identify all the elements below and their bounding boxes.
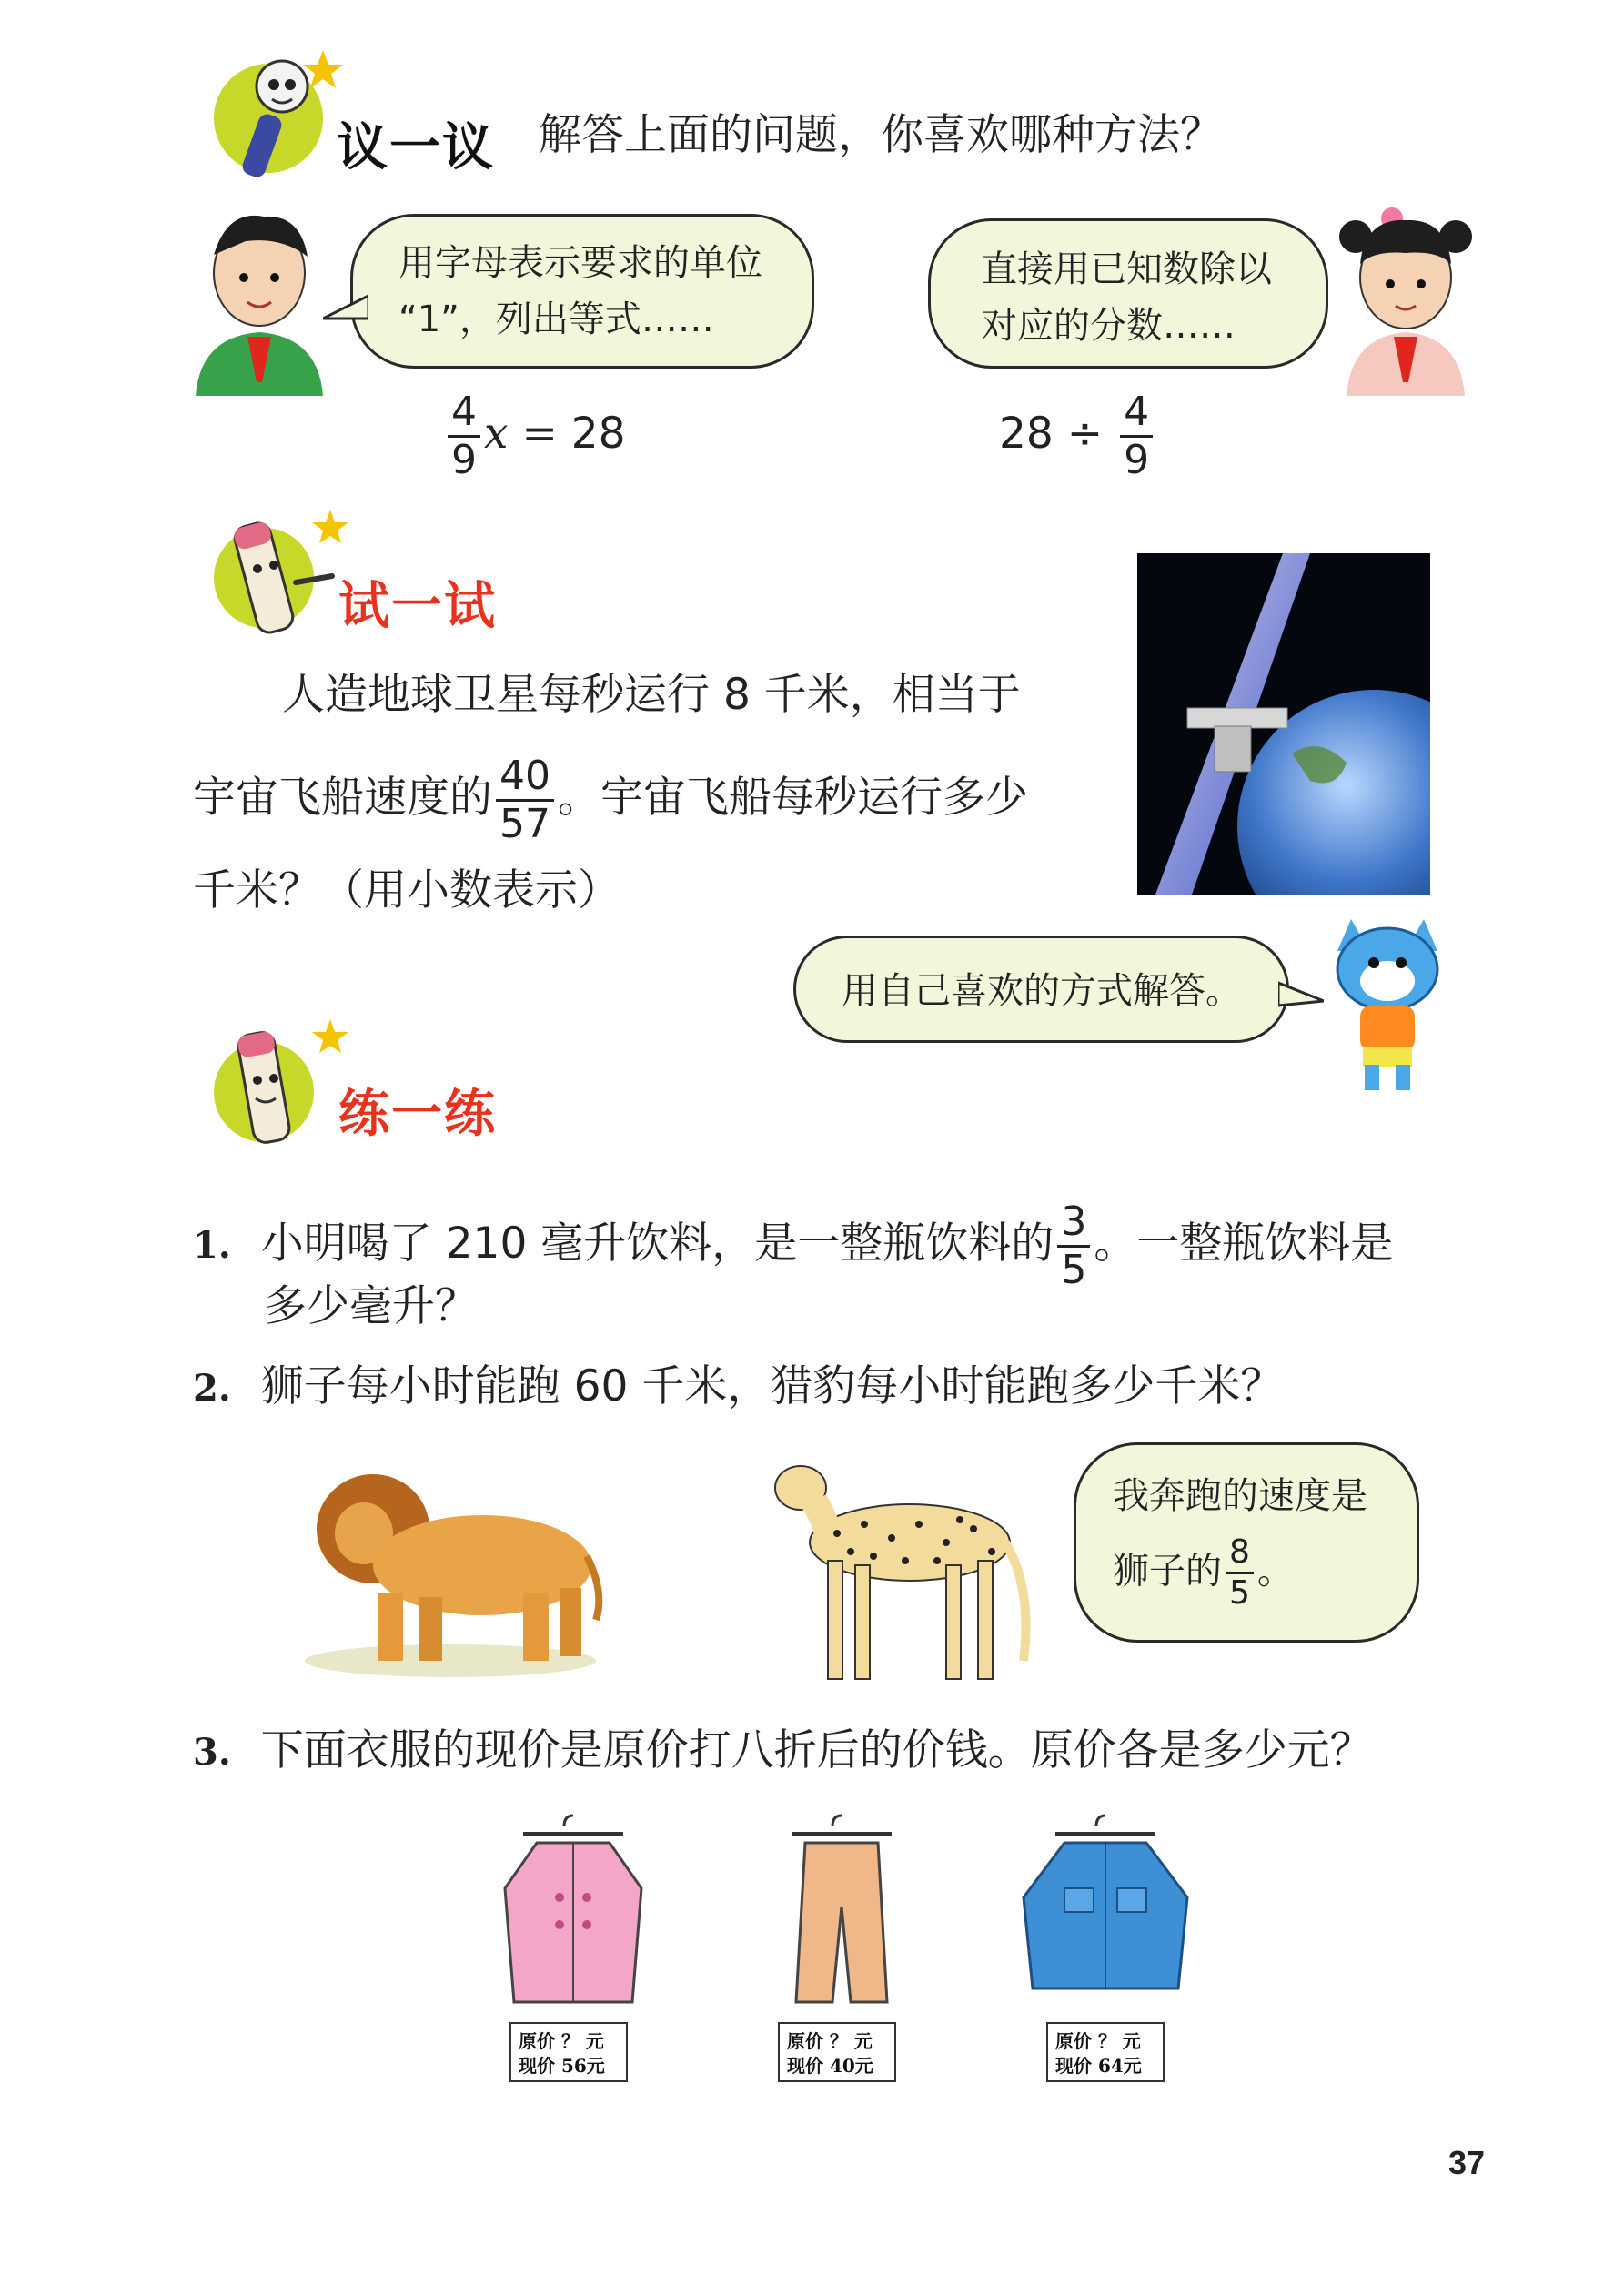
mascot-pencil-pointing-icon [196,505,350,660]
eq-right-frac-den: 9 [1124,437,1150,484]
discuss-question: 解答上面的问题，你喜欢哪种方法？ [539,110,1223,160]
cheetah-illustration [764,1451,1037,1688]
cat-bubble-text: 用自己喜欢的方式解答。 [842,970,1242,1012]
price-tag-2 [778,2022,896,2082]
question-1 [193,1199,1394,1294]
price-tag-1 [509,2022,628,2082]
try-line1: 人造地球卫星每秒运行 8 千米，相当于 [282,670,1021,720]
girl-speech-bubble [928,218,1328,369]
try-line2-b: 。宇宙飞船每秒运行多少 [558,773,1028,824]
mascot-pen-microphone-icon [196,41,350,196]
q1-text-b: 。一整瓶饮料是 [1094,1219,1394,1269]
boy-illustration [191,200,328,396]
eq-left-var: x [484,409,509,460]
tag-1-line2: 现价 56元 [519,2055,605,2077]
cheetah-line2-b: 。 [1256,1550,1294,1593]
tag-3-line1: 原价 ？ 元 [1055,2030,1141,2052]
try-line2 [193,753,1028,848]
blue-cat-mascot [1319,901,1456,1092]
equation-left [444,389,626,484]
cheetah-frac-num: 8 [1229,1533,1250,1571]
eq-right-lhs: 28 ÷ [999,409,1117,460]
cheetah-bubble-line2 [1113,1535,1417,1611]
tag-3-line2: 现价 64元 [1055,2055,1142,2077]
cat-speech-bubble [793,936,1289,1043]
discuss-heading: 议一议 [337,118,495,177]
try-line3: 千米？（用小数表示） [193,865,620,915]
boy-bubble-line1: 用字母表示要求的单位 [398,242,762,284]
cheetah-line2-a: 狮子的 [1113,1550,1222,1593]
q1-frac-num: 3 [1061,1199,1087,1245]
satellite-earth-image [1137,553,1430,895]
equation-right [999,389,1156,484]
try-line2-a: 宇宙飞船速度的 [193,773,492,824]
q3-text: 下面衣服的现价是原价打八折后的价钱。原价各是多少元？ [260,1725,1373,1775]
tag-2-line1: 原价 ？ 元 [787,2030,873,2052]
blue-denim-jacket-illustration [1014,1806,1196,2025]
try-frac-den: 57 [499,801,550,848]
q3-number: 3. [193,1731,231,1774]
boy-speech-bubble [350,214,814,369]
q1-number: 1. [193,1224,231,1268]
question-2 [193,1361,1284,1411]
bubble-tail-icon [323,291,368,328]
question-3 [193,1725,1373,1775]
eq-right-frac-num: 4 [1124,389,1150,435]
lion-illustration [291,1465,610,1684]
q2-text: 狮子每小时能跑 60 千米，猎豹每小时能跑多少千米？ [260,1361,1284,1411]
q1-text-c: 多少毫升？ [264,1281,478,1331]
eq-left-rest: = 28 [508,409,626,460]
price-tag-3 [1046,2022,1165,2082]
cheetah-speech-bubble [1074,1442,1419,1643]
practice-heading: 练一练 [338,1085,497,1144]
tag-1-line1: 原价 ？ 元 [519,2030,604,2052]
page-number: 37 [1448,2144,1486,2181]
cheetah-bubble-line1: 我奔跑的速度是 [1113,1475,1367,1517]
girl-illustration [1337,200,1474,396]
girl-bubble-line1: 直接用已知数除以 [981,248,1272,290]
q1-frac-den: 5 [1061,1247,1087,1294]
eq-left-frac-num: 4 [451,389,477,435]
q1-text-a: 小明喝了 210 毫升饮料，是一整瓶饮料的 [260,1219,1054,1269]
eq-left-frac-den: 9 [451,437,477,484]
bubble-tail-icon [1278,978,1324,1015]
boy-bubble-line2: “1”，列出等式…… [398,298,714,340]
girl-bubble-line2: 对应的分数…… [981,305,1236,347]
tan-trousers-illustration [764,1806,919,2025]
pink-coat-illustration [496,1806,651,2025]
mascot-pencil-thumbsup-icon [196,1015,350,1169]
try-heading: 试一试 [338,577,497,636]
cheetah-frac-den: 5 [1229,1573,1250,1612]
try-frac-num: 40 [499,753,550,799]
q2-number: 2. [193,1367,231,1410]
tag-2-line2: 现价 40元 [787,2055,873,2077]
